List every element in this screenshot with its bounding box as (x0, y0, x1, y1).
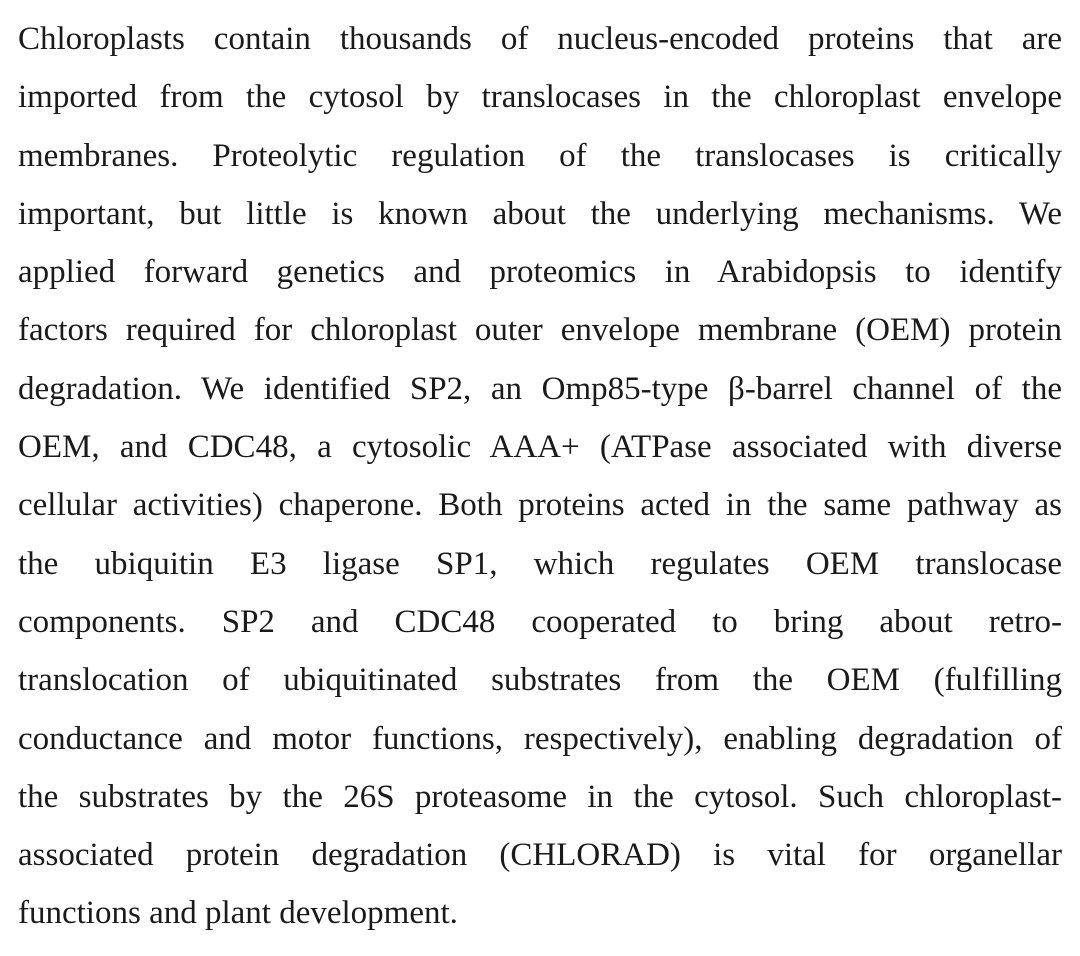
abstract-line: cellular activities) chaperone. Both proteins acted in the same pathway as (18, 487, 1062, 524)
abstract-line: applied forward genetics and proteomics in Arabidopsis to identify (18, 254, 1062, 291)
abstract-line: components. SP2 and CDC48 cooperated to bring about retro- (18, 603, 1062, 640)
abstract-line: conductance and motor functions, respectively), enabling degradation of (18, 720, 1062, 757)
abstract-line: imported from the cytosol by translocases in the chloroplast envelope (18, 79, 1062, 116)
abstract-line: Chloroplasts contain thousands of nucleus-encoded proteins that are (18, 21, 1062, 57)
abstract-line: translocation of ubiquitinated substrates from the OEM (fulfilling (18, 662, 1062, 699)
abstract-line: the ubiquitin E3 ligase SP1, which regulates OEM translocase (18, 545, 1062, 582)
abstract-paragraph (18, 10, 1062, 943)
abstract-line-last: functions and plant development. (18, 895, 458, 932)
abstract-line: associated protein degradation (CHLORAD) is vital for organellar (18, 837, 1062, 874)
abstract-line: degradation. We identified SP2, an Omp85-type β-barrel channel of the (18, 370, 1062, 407)
abstract-line: OEM, and CDC48, a cytosolic AAA+ (ATPase associated with diverse (18, 429, 1062, 466)
abstract-line: important, but little is known about the underlying mechanisms. We (18, 195, 1062, 232)
abstract-line: factors required for chloroplast outer envelope membrane (OEM) protein (18, 312, 1062, 349)
abstract-line: membranes. Proteolytic regulation of the translocases is critically (18, 137, 1062, 174)
abstract-line: the substrates by the 26S proteasome in the cytosol. Such chloroplast- (18, 778, 1062, 815)
